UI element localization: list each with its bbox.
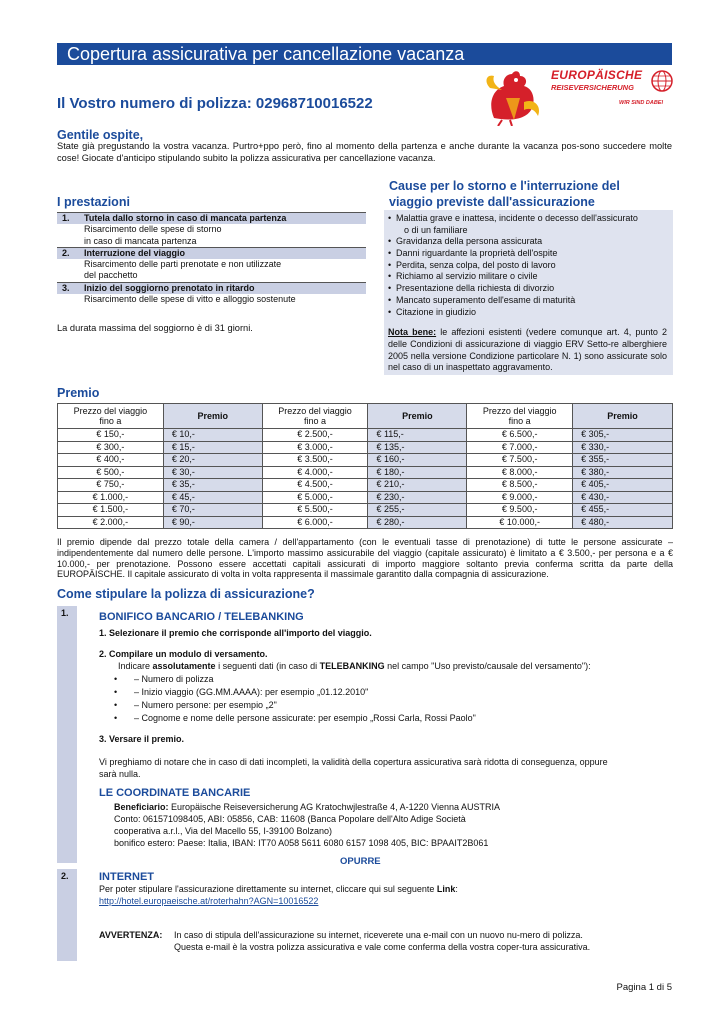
- prestazione-heading: Inizio del soggiorno prenotato in ritardo: [81, 283, 366, 294]
- premio-cell: € 230,-: [368, 491, 467, 504]
- prezzo-cell: € 750,-: [58, 479, 164, 492]
- list-item: • – Cognome e nome delle persone assicurate: per esempio „Rossi Carla, Rossi Paolo": [114, 713, 476, 723]
- durata-note: La durata massima del soggiorno è di 31 giorni.: [57, 323, 253, 333]
- page-title: Copertura assicurativa per cancellazione vacanza: [57, 43, 672, 65]
- premio-cell: € 380,-: [573, 466, 673, 479]
- premio-cell: € 305,-: [573, 429, 673, 442]
- list-item: • – Numero persone: per esempio „2": [114, 700, 277, 710]
- oppure-separator: OPURRE: [340, 856, 381, 867]
- intro-text: State già pregustando la vostra vacanza. Purtro+ppo però, fino al momento della partenza e anche durante la vacanza pos-sono succedere molte cose! Giocate d'anticipo stipulando subito la polizza assicurativa per cancellazione vacanza.: [57, 141, 672, 163]
- premio-cell: € 135,-: [368, 441, 467, 454]
- col-prezzo: Prezzo del viaggio fino a: [467, 404, 573, 429]
- list-item: • Gravidanza della persona assicurata: [388, 236, 667, 248]
- col-prezzo: Prezzo del viaggio fino a: [58, 404, 164, 429]
- col-premio: Premio: [573, 404, 673, 429]
- prestazione-line: Risarcimento delle parti prenotate e non utilizzate: [84, 259, 282, 269]
- prezzo-cell: € 1.500,-: [58, 504, 164, 517]
- premio-note: Il premio dipende dal prezzo totale della camera / dell'appartamento (con le eventuali tasse di prenotazione) di tutte le persone assicurate – indipendentemente dal numero delle persone. L'importo massimo assicurabile del viaggio (capitale assicurato) è limitato a € 3.500,- per persona e a € 10.000,- per prenotazione. Possono essere accettati capitali assicurati di importo maggiore soltanto previa conferma scritta da parte della EUROPÄISCHE. Il capitale assicurato di volta in volta rappresenta il massimale garantito dalla compagnia di assicurazione.: [57, 537, 673, 580]
- premio-cell: € 480,-: [573, 516, 673, 529]
- premio-cell: € 90,-: [163, 516, 262, 529]
- premio-cell: € 430,-: [573, 491, 673, 504]
- prestazioni-title: I prestazioni: [57, 195, 130, 209]
- coordinate-title: LE COORDINATE BANCARIE: [99, 787, 251, 799]
- list-item: • Richiamo al servizio militare o civile: [388, 271, 667, 283]
- table-row: [58, 516, 673, 529]
- prezzo-cell: € 6.000,-: [262, 516, 368, 529]
- list-item: • Mancato superamento dell'esame di maturità: [388, 295, 667, 307]
- premio-cell: € 30,-: [163, 466, 262, 479]
- list-item: • Danni riguardante la proprietà dell'ospite: [388, 248, 667, 260]
- conto-line-2: cooperativa a.r.l., Via del Macello 55, I-39100 Bolzano): [114, 826, 332, 836]
- beneficiario: Beneficiario: Europäische Reiseversicherung AG Kratochwjlestraße 4, A-1220 Vienna AUSTRIA: [114, 802, 501, 812]
- prezzo-cell: € 150,-: [58, 429, 164, 442]
- avvertenza-line-1: In caso di stipula dell'assicurazione su internet, riceverete una e-mail con un nuovo nu-mero di polizza.: [174, 930, 583, 940]
- list-item: • Citazione in giudizio: [388, 307, 667, 319]
- premio-table: [57, 403, 673, 529]
- premio-cell: € 180,-: [368, 466, 467, 479]
- prezzo-cell: € 5.000,-: [262, 491, 368, 504]
- premio-cell: € 455,-: [573, 504, 673, 517]
- rooster-logo-icon: [484, 68, 544, 126]
- prestazione-number: 3.: [57, 283, 81, 294]
- prezzo-cell: € 9.000,-: [467, 491, 573, 504]
- europaeische-logo: [551, 68, 673, 112]
- logo-tagline: WIR SIND DABEI: [619, 100, 663, 107]
- page-number: Pagina 1 di 5: [616, 982, 672, 993]
- col-premio: Premio: [368, 404, 467, 429]
- prezzo-cell: € 7.500,-: [467, 454, 573, 467]
- premio-cell: € 20,-: [163, 454, 262, 467]
- prezzo-cell: € 2.000,-: [58, 516, 164, 529]
- prezzo-cell: € 3.500,-: [262, 454, 368, 467]
- prezzo-cell: € 10.000,-: [467, 516, 573, 529]
- internet-link[interactable]: http://hotel.europaeische.at/roterhahn?AGN=10016522: [99, 896, 319, 906]
- prestazione-line: del pacchetto: [84, 270, 138, 281]
- conto-line-3: bonifico estero: Paese: Italia, IBAN: IT70 A058 5611 6080 6157 1098 405, BIC: BPAAIT2B061: [114, 838, 489, 848]
- premio-title: Premio: [57, 386, 100, 400]
- step-sidebar-2: 2.: [57, 869, 77, 961]
- list-item: • – Numero di polizza: [114, 674, 214, 684]
- premio-cell: € 405,-: [573, 479, 673, 492]
- greeting: Gentile ospite,: [57, 128, 144, 142]
- step-1: 1. Selezionare il premio che corrisponde all'importo del viaggio.: [99, 628, 372, 638]
- premio-cell: € 210,-: [368, 479, 467, 492]
- step-2-instructions: Indicare assolutamente i seguenti dati (in caso di TELEBANKING nel campo "Uso previsto/causale del versamento"):: [118, 661, 591, 671]
- step-sidebar-1: 1.: [57, 606, 77, 863]
- warning-line-2: sarà nulla.: [99, 769, 141, 779]
- prezzo-cell: € 9.500,-: [467, 504, 573, 517]
- internet-title: INTERNET: [99, 871, 154, 883]
- prezzo-cell: € 4.500,-: [262, 479, 368, 492]
- list-item: • Presentazione della richiesta di divorzio: [388, 283, 667, 295]
- warning-line-1: Vi preghiamo di notare che in caso di dati incompleti, la validità della copertura assicurativa sarà ridotta di conseguenza, oppure: [99, 757, 608, 767]
- globe-icon: [651, 70, 673, 92]
- prezzo-cell: € 3.000,-: [262, 441, 368, 454]
- policy-number: Il Vostro numero di polizza: 02968710016522: [57, 95, 373, 112]
- prezzo-cell: € 2.500,-: [262, 429, 368, 442]
- prezzo-cell: € 8.000,-: [467, 466, 573, 479]
- premio-cell: € 45,-: [163, 491, 262, 504]
- premio-cell: € 15,-: [163, 441, 262, 454]
- prestazione-number: 2.: [57, 248, 81, 259]
- conto-line-1: Conto: 061571098405, ABI: 05856, CAB: 11608 (Banca Popolare dell'Alto Adige Società: [114, 814, 466, 824]
- premio-cell: € 330,-: [573, 441, 673, 454]
- cause-list: [388, 213, 667, 318]
- prezzo-cell: € 7.000,-: [467, 441, 573, 454]
- avvertenza-line-2: Questa e-mail è la vostra polizza assicurativa e vale come conferma della vostra coper-tura assicurativa.: [174, 942, 591, 952]
- premio-cell: € 355,-: [573, 454, 673, 467]
- prestazione-item: [57, 247, 366, 282]
- prestazione-item: [57, 282, 366, 306]
- list-item: • Malattia grave e inattesa, incidente o decesso dell'assicurato: [388, 213, 667, 225]
- prezzo-cell: € 6.500,-: [467, 429, 573, 442]
- table-row: [58, 479, 673, 492]
- internet-text: Per poter stipulare l'assicurazione direttamente su internet, cliccare qui sul seguente Link:: [99, 884, 458, 894]
- premio-cell: € 280,-: [368, 516, 467, 529]
- bonifico-title: BONIFICO BANCARIO / TELEBANKING: [99, 611, 304, 623]
- premio-cell: € 10,-: [163, 429, 262, 442]
- prezzo-cell: € 300,-: [58, 441, 164, 454]
- prestazione-heading: Interruzione del viaggio: [81, 248, 366, 259]
- cause-title: Cause per lo storno e l'interruzione del viaggio previste dall'assicurazione: [389, 179, 620, 210]
- prezzo-cell: € 1.000,-: [58, 491, 164, 504]
- table-row: [58, 429, 673, 442]
- prezzo-cell: € 4.000,-: [262, 466, 368, 479]
- table-row: [58, 504, 673, 517]
- prestazione-heading: Tutela dallo storno in caso di mancata partenza: [81, 213, 366, 224]
- avvertenza-label: AVVERTENZA:: [99, 930, 163, 940]
- cause-box: [384, 210, 673, 375]
- premio-cell: € 70,-: [163, 504, 262, 517]
- list-item: o di un familiare: [404, 224, 468, 235]
- premio-cell: € 35,-: [163, 479, 262, 492]
- premio-cell: € 255,-: [368, 504, 467, 517]
- col-premio: Premio: [163, 404, 262, 429]
- col-prezzo: Prezzo del viaggio fino a: [262, 404, 368, 429]
- table-row: [58, 454, 673, 467]
- table-header-row: [58, 404, 673, 429]
- prezzo-cell: € 8.500,-: [467, 479, 573, 492]
- premio-cell: € 115,-: [368, 429, 467, 442]
- nota-bene: Nota bene: le affezioni esistenti (vedere comunque art. 4, punto 2 delle Condizioni di assicurazione di viaggio ERV Setto-re alberghiere 2005 nella versione Condizione particolare N. 1) sono assicurate solo nel caso di un inaspettato aggravamento.: [388, 327, 667, 373]
- premio-cell: € 160,-: [368, 454, 467, 467]
- prestazione-item: [57, 212, 366, 247]
- prezzo-cell: € 500,-: [58, 466, 164, 479]
- prestazione-line: Risarcimento delle spese di vitto e alloggio sostenute: [84, 293, 296, 304]
- step-3: 3. Versare il premio.: [99, 734, 185, 744]
- table-row: [58, 441, 673, 454]
- prestazione-line: Risarcimento delle spese di storno: [84, 224, 222, 235]
- list-item: • – Inizio viaggio (GG.MM.AAAA): per esempio „01.12.2010": [114, 687, 369, 697]
- prezzo-cell: € 5.500,-: [262, 504, 368, 517]
- step-2-title: 2. Compilare un modulo di versamento.: [99, 649, 268, 659]
- come-title: Come stipulare la polizza di assicurazione?: [57, 587, 315, 601]
- prezzo-cell: € 400,-: [58, 454, 164, 467]
- logo-line2: REISEVERSICHERUNG: [551, 83, 634, 92]
- table-row: [58, 491, 673, 504]
- list-item: • Perdita, senza colpa, del posto di lavoro: [388, 260, 667, 272]
- prestazioni-list: [57, 212, 366, 305]
- prestazione-number: 1.: [57, 213, 81, 224]
- logo-line1: EUROPÄISCHE: [551, 68, 643, 82]
- table-row: [58, 466, 673, 479]
- prestazione-line: in caso di mancata partenza: [84, 235, 197, 246]
